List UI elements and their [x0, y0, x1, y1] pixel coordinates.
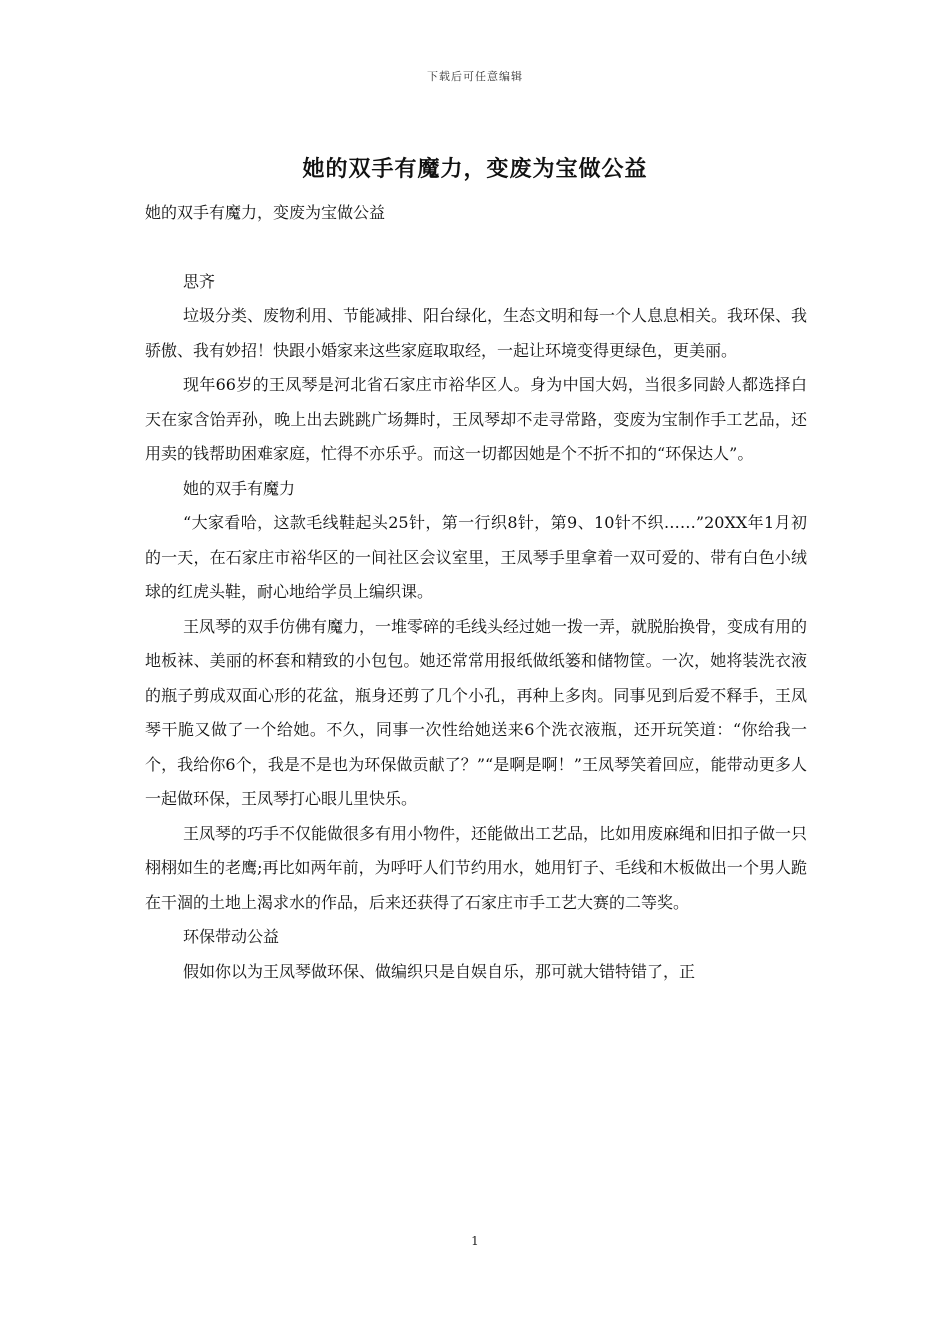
paragraph-charity-start: 假如你以为王凤琴做环保、做编织只是自娱自乐，那可就大错特错了，正 — [183, 961, 696, 981]
paragraph-intro: 垃圾分类、废物利用、节能减排、阳台绿化，生态文明和每一个人息息相关。我环保、我骄傲、我有妙招！快跟小婚家来这些家庭取取经，一起让环境变得更绿色，更美丽。 — [145, 306, 808, 360]
header-note: 下载后可任意编辑 — [427, 70, 523, 83]
section-heading-magic-hands: 她的双手有魔力 — [183, 478, 296, 498]
subtitle-line: 她的双手有魔力，变废为宝做公益 — [145, 203, 386, 222]
paragraph-knitting-class: “大家看哈，这款毛线鞋起头25针，第一行织8针，第9、10针不织……”20XX年1月初的一天，在石家庄市裕华区的一间社区会议室里，王凤琴手里拿着一双可爱的、带有白色小绒球的红虎头鞋，耐心地给学员上编织课。 — [145, 513, 807, 601]
paragraph-recycled-crafts: 王凤琴的双手仿佛有魔力，一堆零碎的毛线头经过她一拨一弄，就脱胎换骨，变成有用的地板袜、美丽的杯套和精致的小包包。她还常常用报纸做纸篓和储物筐。一次，她将装洗衣液的瓶子剪成双面心形的花盆，瓶身还剪了几个小孔，再种上多肉。同事见到后爱不释手，王凤琴干脆又做了一个给她。不久，同事一次性给她送来6个洗衣液瓶，还开玩笑道：“你给我一个，我给你6个，我是不是也为环保做贡献了？”“是啊是啊！”王凤琴笑着回应，能带动更多人一起做环保，王凤琴打心眼儿里快乐。 — [145, 616, 808, 808]
paragraph-background: 现年66岁的王凤琴是河北省石家庄市裕华区人。身为中国大妈，当很多同龄人都选择白天在家含饴弄孙，晚上出去跳跳广场舞时，王凤琴却不走寻常路，变废为宝制作手工艺品，还用卖的钱帮助困难家庭，忙得不亦乐乎。而这一切都因她是个不折不扣的“环保达人”。 — [145, 375, 807, 463]
blank-line — [145, 231, 807, 265]
paragraph-artworks: 王凤琴的巧手不仅能做很多有用小物件，还能做出工艺品，比如用废麻绳和旧扣子做一只栩栩如生的老鹰;再比如两年前，为呼吁人们节约用水，她用钉子、毛线和木板做出一个男人跪在干涸的土地上渴求水的作品，后来还获得了石家庄市手工艺大赛的二等奖。 — [145, 823, 808, 912]
author-line: 思齐 — [183, 271, 216, 291]
section-heading-charity: 环保带动公益 — [183, 927, 280, 946]
document-title: 她的双手有魔力，变废为宝做公益 — [302, 156, 648, 182]
document-body — [145, 196, 807, 989]
page-number: 1 — [471, 1234, 479, 1248]
